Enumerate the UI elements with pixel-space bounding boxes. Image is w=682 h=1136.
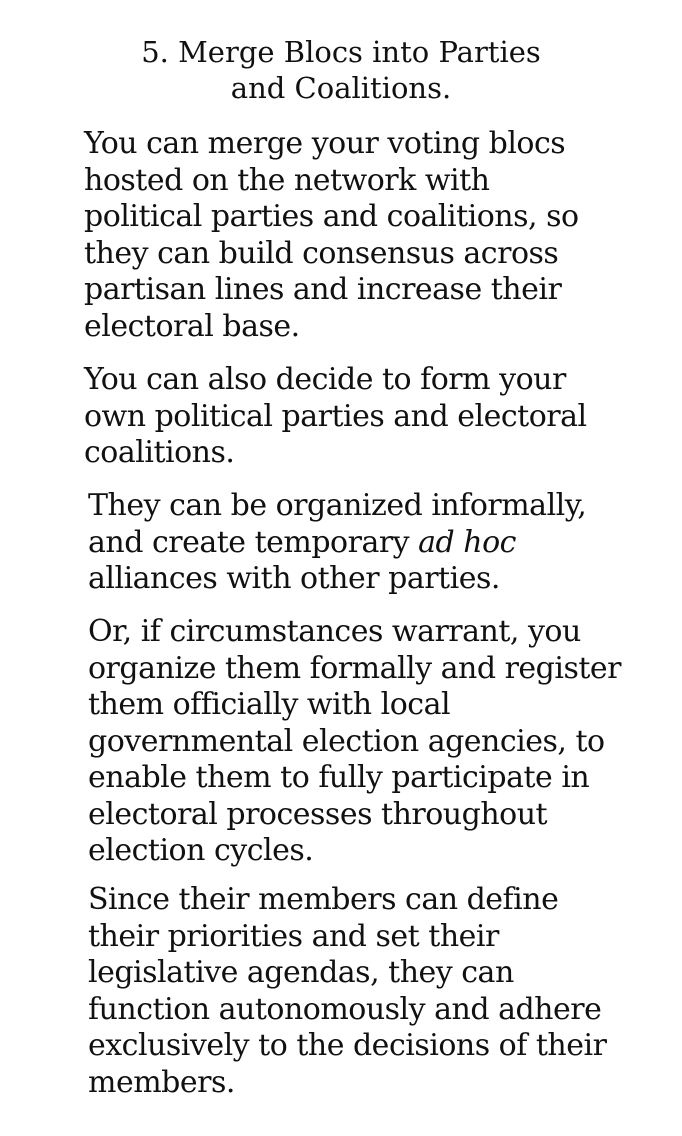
text-line: members.: [88, 1064, 235, 1100]
paragraph-form-own-parties: [84, 362, 587, 472]
text-line: election cycles.: [88, 833, 314, 868]
text-line: They can be organized informally,: [88, 488, 587, 523]
text-line: electoral base.: [84, 308, 300, 344]
text-line: You can also decide to form your: [84, 362, 566, 397]
paragraph-autonomy: [88, 882, 606, 1101]
text-line: coalitions.: [84, 435, 235, 470]
text-line: Or, if circumstances warrant, you: [88, 614, 581, 649]
paragraph-informal-organization: [88, 488, 586, 598]
text-line: [88, 525, 586, 562]
text-line: exclusively to the decisions of their: [88, 1028, 607, 1063]
text-run: and create temporary: [88, 524, 419, 560]
text-line: own political parties and electoral: [84, 398, 587, 434]
text-line: political parties and coalitions, so: [84, 199, 579, 234]
text-line: You can merge your voting blocs: [84, 126, 566, 161]
text-line: hosted on the network with: [84, 162, 490, 198]
text-line: their priorities and set their: [88, 918, 499, 954]
text-line: electoral processes throughout: [88, 796, 548, 832]
text-line: function autonomously and adhere: [88, 991, 602, 1027]
text-line: organize them formally and register: [88, 650, 622, 686]
text-line: them officially with local: [88, 687, 451, 722]
text-line: governmental election agencies, to: [88, 723, 605, 759]
text-line: enable them to fully participate in: [88, 760, 590, 795]
paragraph-formal-registration: [88, 614, 621, 870]
heading-line: 5. Merge Blocs into Parties: [141, 35, 541, 69]
section-heading: [0, 34, 682, 106]
text-line: partisan lines and increase their: [84, 272, 562, 307]
text-line: legislative agendas, they can: [88, 955, 514, 990]
paragraph-merge-blocs: [84, 126, 579, 345]
italic-term: ad hoc: [418, 524, 516, 560]
text-line: they can build consensus across: [84, 235, 559, 271]
text-line: alliances with other parties.: [88, 561, 500, 596]
text-line: Since their members can define: [88, 882, 559, 917]
heading-line: and Coalitions.: [230, 71, 452, 105]
